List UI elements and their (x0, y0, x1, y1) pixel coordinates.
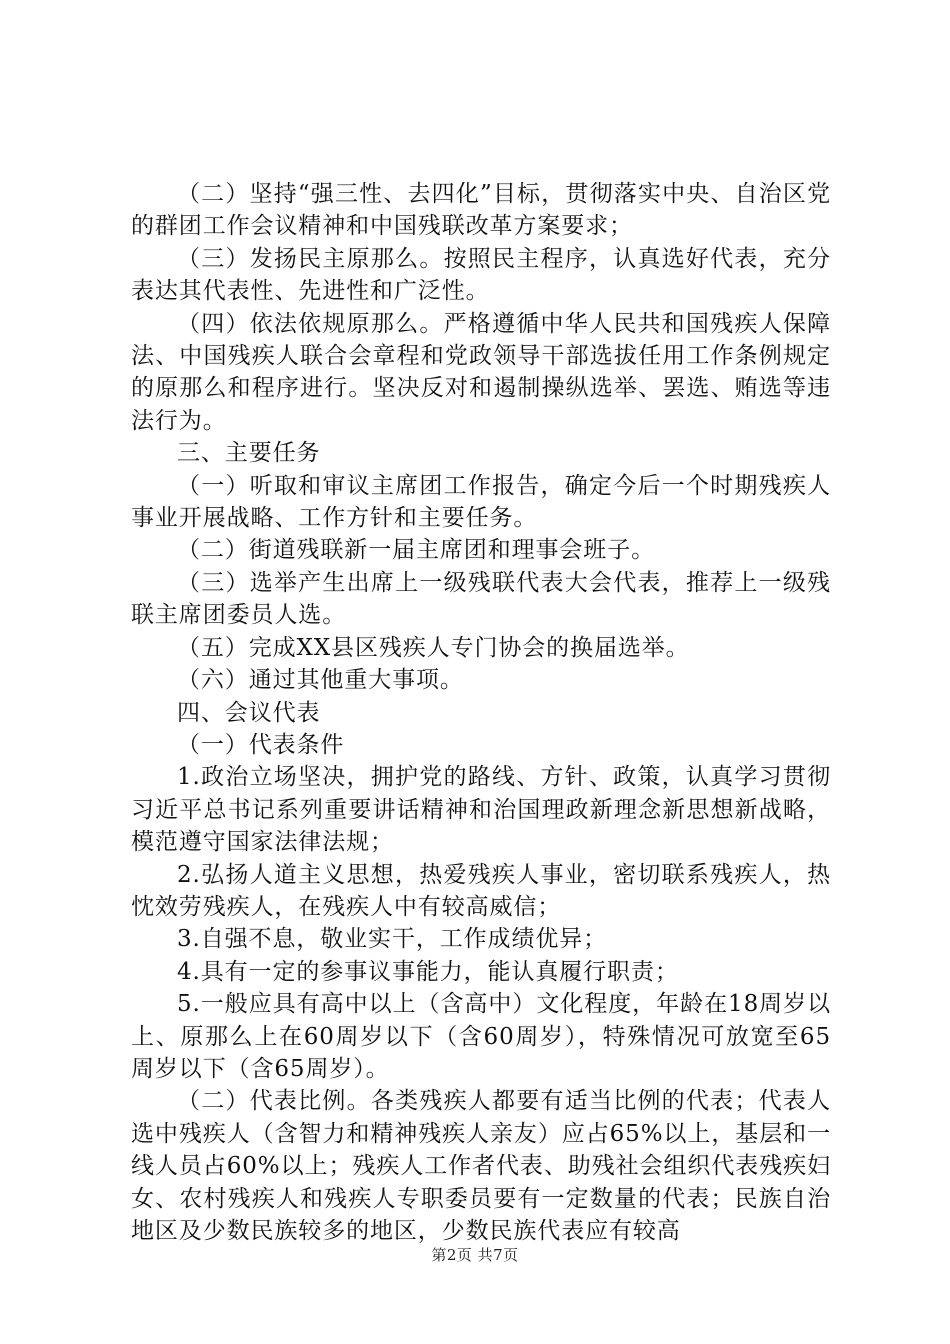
paragraph-task-three: （三）选举产生出席上一级残联代表大会代表，推荐上一级残联主席团委员人选。 (131, 569, 831, 629)
section-heading-delegates: 四、会议代表 (177, 699, 321, 726)
paragraph-condition-two: 2.弘扬人道主义思想，热爱残疾人事业，密切联系残疾人，热忱效劳残疾人，在残疾人中有较高威信； (131, 861, 831, 920)
document-body (131, 178, 831, 1247)
paragraph-delegate-ratio: （二）代表比例。各类残疾人都要有适当比例的代表；代表人选中残疾人（含智力和精神残疾人亲友）应占65%以上，基层和一线人员占60%以上；残疾人工作者代表、助残社会组织代表残疾妇女、农村残疾人和残疾人专职委员要有一定数量的代表；民族自治地区及少数民族较多的地区，少数民族代表应有较高 (131, 1088, 831, 1244)
paragraph-task-one: （一）听取和审议主席团工作报告，确定今后一个时期残疾人事业开展战略、工作方针和主要任务。 (131, 472, 831, 532)
paragraph-principle-four: （四）依法依规原那么。严格遵循中华人民共和国残疾人保障法、中国残疾人联合会章程和党政领导干部选拔任用工作条例规定的原那么和程序进行。坚决反对和遏制操纵选举、罢选、贿选等违法行为。 (131, 310, 831, 434)
paragraph-condition-five: 5.一般应具有高中以上（含高中）文化程度，年龄在18周岁以上、原那么上在60周岁以下（含60周岁），特殊情况可放宽至65周岁以下（含65周岁）。 (131, 991, 831, 1082)
paragraph-principle-three: （三）发扬民主原那么。按照民主程序，认真选好代表，充分表达其代表性、先进性和广泛性。 (131, 245, 831, 305)
paragraph-condition-four: 4.具有一定的参事议事能力，能认真履行职责； (177, 958, 679, 985)
paragraph-task-two: （二）街道残联新一届主席团和理事会班子。 (177, 537, 655, 564)
page-number-footer: 第2页 共7页 (431, 1246, 519, 1264)
paragraph-principle-two: （二）坚持“强三性、去四化”目标，贯彻落实中央、自治区党的群团工作会议精神和中国残联改革方案要求； (131, 181, 831, 240)
paragraph-condition-three: 3.自强不息，敬业实干，工作成绩优异； (177, 926, 608, 953)
subheading-delegate-conditions: （一）代表条件 (177, 731, 345, 758)
paragraph-condition-one: 1.政治立场坚决，拥护党的路线、方针、政策，认真学习贯彻习近平总书记系列重要讲话精神和治国理政新理念新思想新战略，模范遵守国家法律法规； (131, 764, 831, 856)
paragraph-task-five: （五）完成XX县区残疾人专门协会的换届选举。 (177, 634, 690, 661)
section-heading-main-tasks: 三、主要任务 (177, 440, 321, 467)
paragraph-task-six: （六）通过其他重大事项。 (177, 667, 464, 694)
